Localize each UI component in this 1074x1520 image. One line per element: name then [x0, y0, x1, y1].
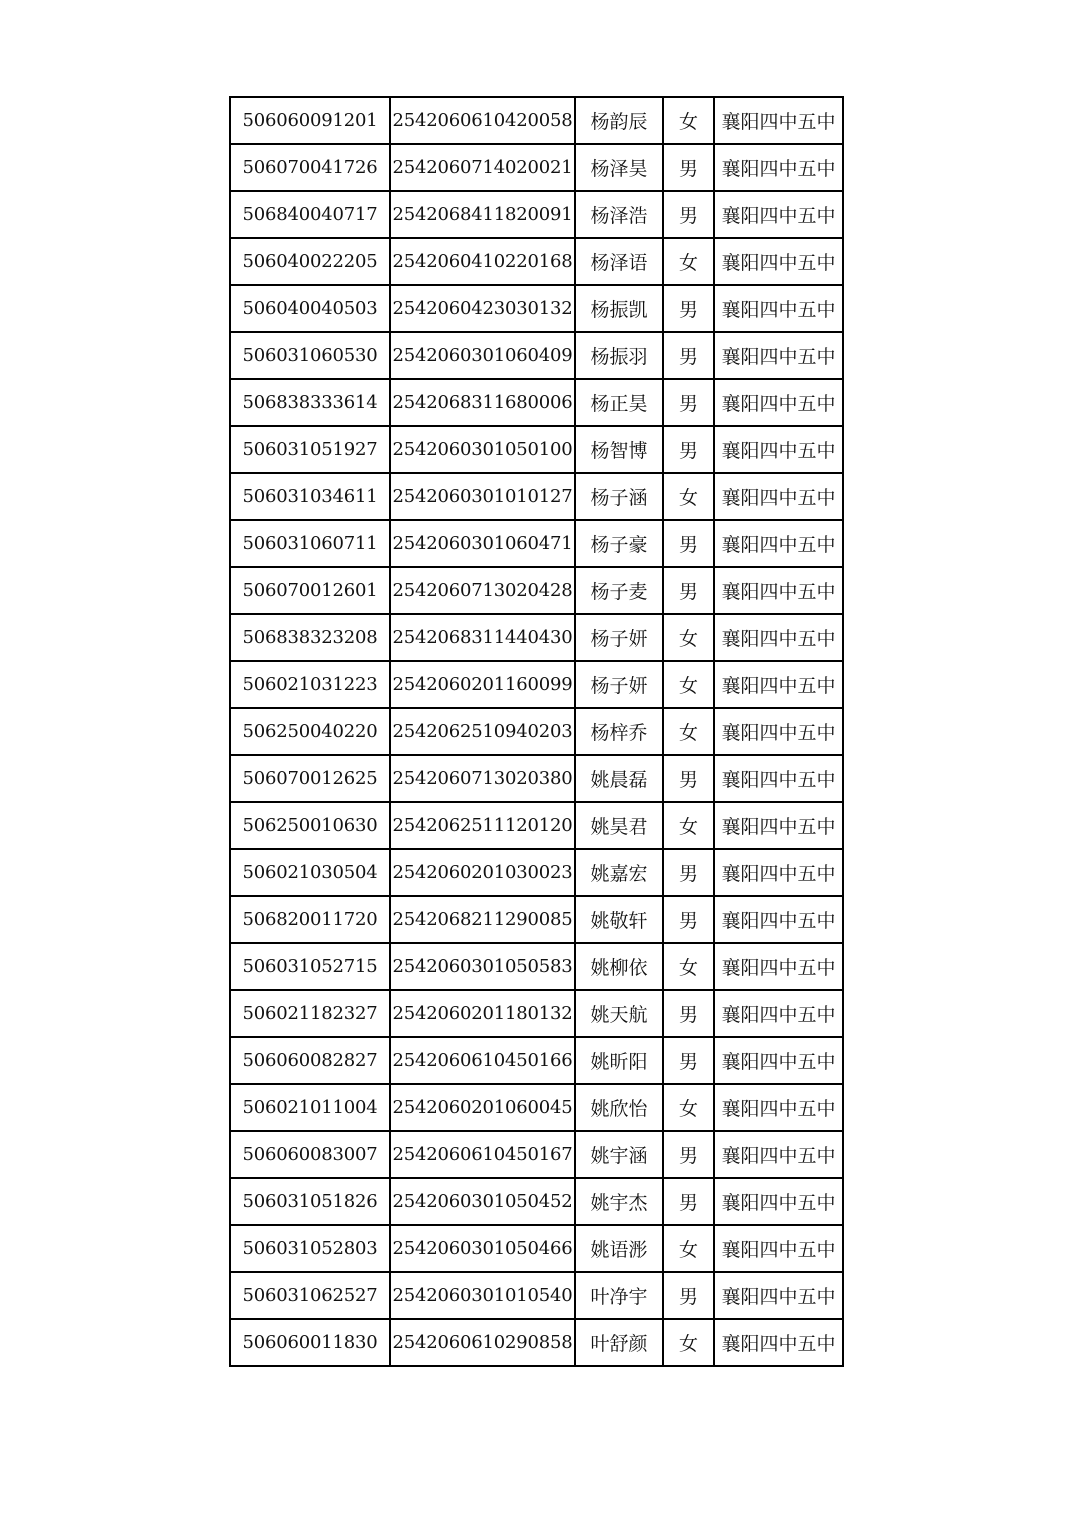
table-row [230, 473, 843, 520]
gender-cell: 男 [663, 332, 714, 379]
registration-number-cell: 2542060714020021 [390, 144, 575, 191]
exam-number-cell: 506021031223 [230, 661, 390, 708]
registration-number-cell: 2542060301050583 [390, 943, 575, 990]
table-row [230, 1178, 843, 1225]
registration-number-cell: 2542062511120120 [390, 802, 575, 849]
exam-number-cell: 506031051826 [230, 1178, 390, 1225]
gender-cell: 女 [663, 943, 714, 990]
student-name-cell: 姚敬轩 [575, 896, 663, 943]
table-row [230, 802, 843, 849]
registration-number-cell: 2542060713020428 [390, 567, 575, 614]
exam-number-cell: 506031060530 [230, 332, 390, 379]
table-row [230, 1319, 843, 1366]
table-row [230, 191, 843, 238]
exam-number-cell: 506060083007 [230, 1131, 390, 1178]
student-name-cell: 姚嘉宏 [575, 849, 663, 896]
exam-number-cell: 506040022205 [230, 238, 390, 285]
school-cell: 襄阳四中五中 [714, 1037, 843, 1084]
student-name-cell: 姚语浵 [575, 1225, 663, 1272]
school-cell: 襄阳四中五中 [714, 802, 843, 849]
registration-number-cell: 2542068311440430 [390, 614, 575, 661]
student-name-cell: 姚欣怡 [575, 1084, 663, 1131]
school-cell: 襄阳四中五中 [714, 567, 843, 614]
table-row [230, 379, 843, 426]
table-row [230, 661, 843, 708]
exam-number-cell: 506021011004 [230, 1084, 390, 1131]
gender-cell: 女 [663, 708, 714, 755]
student-name-cell: 杨正昊 [575, 379, 663, 426]
gender-cell: 女 [663, 661, 714, 708]
school-cell: 襄阳四中五中 [714, 1319, 843, 1366]
gender-cell: 男 [663, 144, 714, 191]
exam-number-cell: 506031034611 [230, 473, 390, 520]
gender-cell: 女 [663, 238, 714, 285]
school-cell: 襄阳四中五中 [714, 990, 843, 1037]
student-name-cell: 杨子妍 [575, 614, 663, 661]
school-cell: 襄阳四中五中 [714, 943, 843, 990]
gender-cell: 男 [663, 1131, 714, 1178]
gender-cell: 女 [663, 614, 714, 661]
gender-cell: 男 [663, 755, 714, 802]
gender-cell: 女 [663, 1225, 714, 1272]
exam-number-cell: 506820011720 [230, 896, 390, 943]
roster-table-body [230, 97, 843, 1366]
exam-number-cell: 506031051927 [230, 426, 390, 473]
table-row [230, 332, 843, 379]
exam-number-cell: 506840040717 [230, 191, 390, 238]
table-row [230, 567, 843, 614]
school-cell: 襄阳四中五中 [714, 426, 843, 473]
gender-cell: 男 [663, 849, 714, 896]
gender-cell: 女 [663, 97, 714, 144]
student-name-cell: 杨智博 [575, 426, 663, 473]
exam-number-cell: 506060011830 [230, 1319, 390, 1366]
registration-number-cell: 2542060301050466 [390, 1225, 575, 1272]
table-row [230, 614, 843, 661]
registration-number-cell: 2542060201180132 [390, 990, 575, 1037]
exam-number-cell: 506021030504 [230, 849, 390, 896]
table-row [230, 990, 843, 1037]
exam-number-cell: 506838333614 [230, 379, 390, 426]
student-name-cell: 杨梓乔 [575, 708, 663, 755]
gender-cell: 女 [663, 1319, 714, 1366]
gender-cell: 男 [663, 520, 714, 567]
table-row [230, 97, 843, 144]
exam-number-cell: 506021182327 [230, 990, 390, 1037]
student-name-cell: 姚昊君 [575, 802, 663, 849]
student-name-cell: 姚宇涵 [575, 1131, 663, 1178]
student-name-cell: 杨泽昊 [575, 144, 663, 191]
student-name-cell: 叶净宇 [575, 1272, 663, 1319]
school-cell: 襄阳四中五中 [714, 661, 843, 708]
student-name-cell: 姚天航 [575, 990, 663, 1037]
registration-number-cell: 2542060610290858 [390, 1319, 575, 1366]
student-name-cell: 杨韵辰 [575, 97, 663, 144]
roster-table [229, 96, 844, 1367]
gender-cell: 男 [663, 379, 714, 426]
registration-number-cell: 2542060301050452 [390, 1178, 575, 1225]
exam-number-cell: 506060091201 [230, 97, 390, 144]
student-name-cell: 叶舒颜 [575, 1319, 663, 1366]
gender-cell: 女 [663, 1084, 714, 1131]
student-name-cell: 姚宇杰 [575, 1178, 663, 1225]
table-row [230, 1084, 843, 1131]
school-cell: 襄阳四中五中 [714, 238, 843, 285]
registration-number-cell: 2542060301060409 [390, 332, 575, 379]
student-name-cell: 姚昕阳 [575, 1037, 663, 1084]
school-cell: 襄阳四中五中 [714, 332, 843, 379]
registration-number-cell: 2542060713020380 [390, 755, 575, 802]
gender-cell: 女 [663, 473, 714, 520]
table-row [230, 849, 843, 896]
student-name-cell: 杨子涵 [575, 473, 663, 520]
gender-cell: 男 [663, 285, 714, 332]
registration-number-cell: 2542060410220168 [390, 238, 575, 285]
gender-cell: 男 [663, 426, 714, 473]
exam-number-cell: 506070041726 [230, 144, 390, 191]
school-cell: 襄阳四中五中 [714, 849, 843, 896]
registration-number-cell: 2542060201060045 [390, 1084, 575, 1131]
registration-number-cell: 2542060423030132 [390, 285, 575, 332]
exam-number-cell: 506070012625 [230, 755, 390, 802]
table-row [230, 285, 843, 332]
exam-number-cell: 506060082827 [230, 1037, 390, 1084]
student-name-cell: 杨子豪 [575, 520, 663, 567]
school-cell: 襄阳四中五中 [714, 755, 843, 802]
school-cell: 襄阳四中五中 [714, 896, 843, 943]
gender-cell: 男 [663, 896, 714, 943]
registration-number-cell: 2542068411820091 [390, 191, 575, 238]
exam-number-cell: 506031062527 [230, 1272, 390, 1319]
exam-number-cell: 506040040503 [230, 285, 390, 332]
student-name-cell: 杨泽语 [575, 238, 663, 285]
gender-cell: 男 [663, 1178, 714, 1225]
exam-number-cell: 506070012601 [230, 567, 390, 614]
school-cell: 襄阳四中五中 [714, 379, 843, 426]
school-cell: 襄阳四中五中 [714, 520, 843, 567]
school-cell: 襄阳四中五中 [714, 614, 843, 661]
registration-number-cell: 2542060301010540 [390, 1272, 575, 1319]
gender-cell: 男 [663, 1272, 714, 1319]
registration-number-cell: 2542060201030023 [390, 849, 575, 896]
gender-cell: 男 [663, 990, 714, 1037]
student-name-cell: 杨子妍 [575, 661, 663, 708]
school-cell: 襄阳四中五中 [714, 285, 843, 332]
school-cell: 襄阳四中五中 [714, 1272, 843, 1319]
school-cell: 襄阳四中五中 [714, 708, 843, 755]
registration-number-cell: 2542060301010127 [390, 473, 575, 520]
registration-number-cell: 2542060610420058 [390, 97, 575, 144]
registration-number-cell: 2542060201160099 [390, 661, 575, 708]
table-row [230, 1272, 843, 1319]
school-cell: 襄阳四中五中 [714, 1178, 843, 1225]
exam-number-cell: 506031052803 [230, 1225, 390, 1272]
gender-cell: 男 [663, 1037, 714, 1084]
student-name-cell: 姚柳依 [575, 943, 663, 990]
student-name-cell: 杨子麦 [575, 567, 663, 614]
table-row [230, 896, 843, 943]
registration-number-cell: 2542060301060471 [390, 520, 575, 567]
school-cell: 襄阳四中五中 [714, 191, 843, 238]
school-cell: 襄阳四中五中 [714, 97, 843, 144]
table-row [230, 755, 843, 802]
table-row [230, 1225, 843, 1272]
student-name-cell: 杨泽浩 [575, 191, 663, 238]
exam-number-cell: 506250010630 [230, 802, 390, 849]
table-row [230, 1131, 843, 1178]
school-cell: 襄阳四中五中 [714, 1131, 843, 1178]
school-cell: 襄阳四中五中 [714, 473, 843, 520]
student-name-cell: 杨振凯 [575, 285, 663, 332]
table-row [230, 943, 843, 990]
table-row [230, 426, 843, 473]
gender-cell: 女 [663, 802, 714, 849]
table-row [230, 1037, 843, 1084]
registration-number-cell: 2542068311680006 [390, 379, 575, 426]
exam-number-cell: 506250040220 [230, 708, 390, 755]
school-cell: 襄阳四中五中 [714, 1225, 843, 1272]
table-row [230, 708, 843, 755]
registration-number-cell: 2542060610450166 [390, 1037, 575, 1084]
registration-number-cell: 2542060301050100 [390, 426, 575, 473]
registration-number-cell: 2542060610450167 [390, 1131, 575, 1178]
exam-number-cell: 506031060711 [230, 520, 390, 567]
school-cell: 襄阳四中五中 [714, 144, 843, 191]
school-cell: 襄阳四中五中 [714, 1084, 843, 1131]
table-row [230, 144, 843, 191]
table-row [230, 520, 843, 567]
gender-cell: 男 [663, 567, 714, 614]
gender-cell: 男 [663, 191, 714, 238]
exam-number-cell: 506838323208 [230, 614, 390, 661]
table-row [230, 238, 843, 285]
student-name-cell: 杨振羽 [575, 332, 663, 379]
exam-number-cell: 506031052715 [230, 943, 390, 990]
student-name-cell: 姚晨磊 [575, 755, 663, 802]
registration-number-cell: 2542068211290085 [390, 896, 575, 943]
registration-number-cell: 2542062510940203 [390, 708, 575, 755]
